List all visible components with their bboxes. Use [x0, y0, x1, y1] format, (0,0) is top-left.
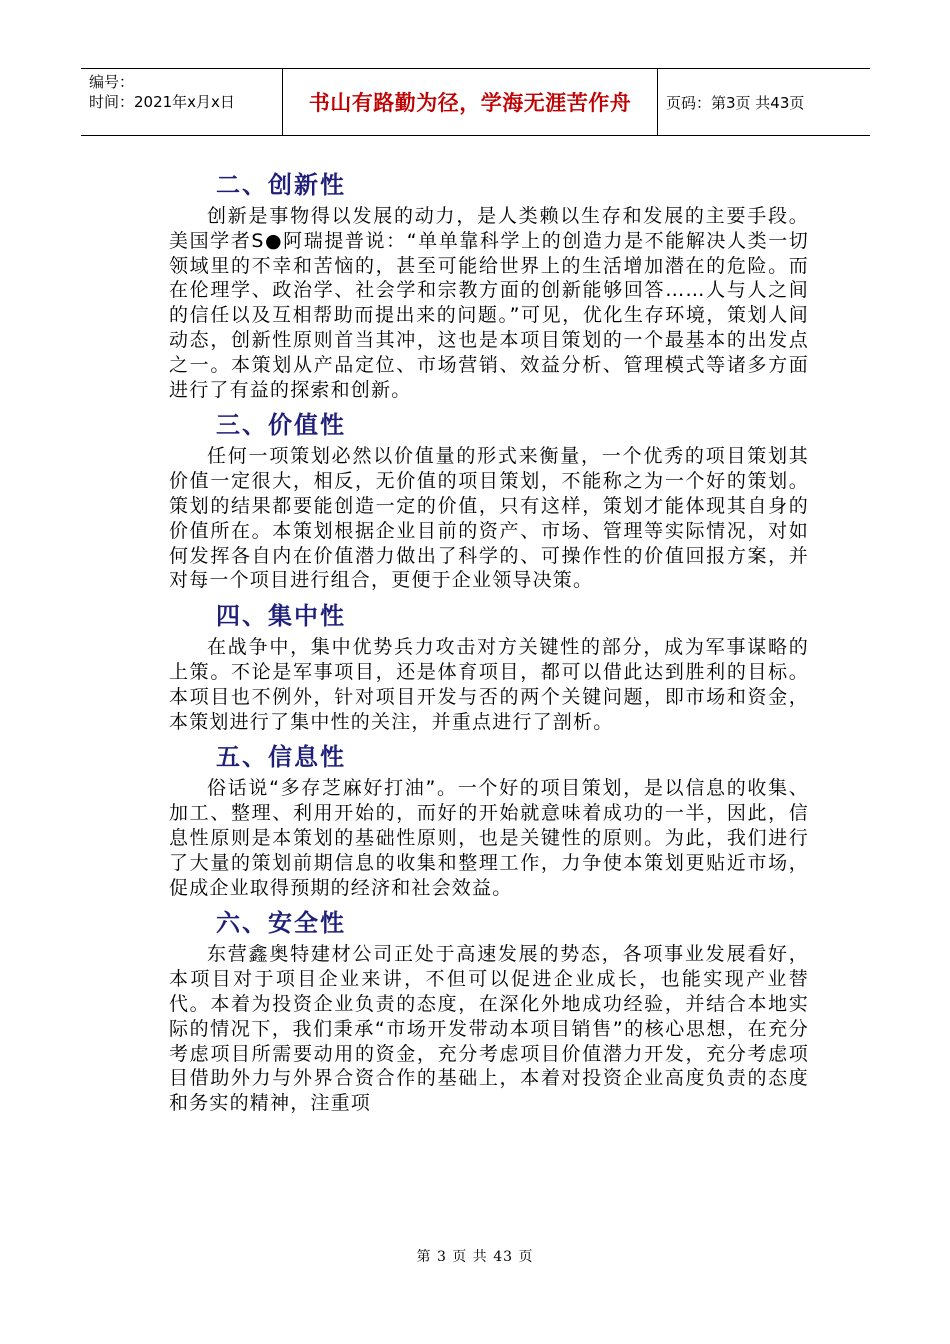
page-footer: 第 3 页 共 43 页 — [416, 1249, 534, 1265]
section-heading-safety: 六、安全性 — [216, 909, 346, 938]
document-body — [169, 166, 809, 1120]
page-header — [81, 68, 870, 136]
section-text-safety: 东营鑫奥特建材公司正处于高速发展的势态，各项事业发展看好，本项目对于项目企业来讲，不但可以促进企业成长，也能实现产业替代。本着为投资企业负责的态度，在深化外地成功经验，并结合本地实际的情况下，我们秉承“市场开发带动本项目销售”的核心思想，在充分考虑项目所需要动用的资金，充分考虑项目价值潜力开发，充分考虑项目借助外力与外界合资合作的基础上，本着对投资企业高度负责的态度和务实的精神，注重项 — [169, 943, 809, 1115]
section-heading-value: 三、价值性 — [216, 411, 346, 440]
header-motto: 书山有路勤为径，学海无涯苦作舟 — [283, 69, 658, 135]
document-date: 时间：2021年x月x日 — [89, 93, 235, 111]
section-text-value: 任何一项策划必然以价值量的形式来衡量，一个优秀的项目策划其价值一定很大，相反，无价值的项目策划，不能称之为一个好的策划。策划的结果都要能创造一定的价值，只有这样，策划才能体现其自身的价值所在。本策划根据企业目前的资产、市场、管理等实际情况，对如何发挥各自内在价值潜力做出了科学的、可操作性的价值回报方案，并对每一个项目进行组合，更便于企业领导决策。 — [169, 445, 809, 592]
section-text-focus: 在战争中，集中优势兵力攻击对方关键性的部分，成为军事谋略的上策。不论是军事项目，还是体育项目，都可以借此达到胜利的目标。本项目也不例外，针对项目开发与否的两个关键问题，即市场和资金，本策划进行了集中性的关注，并重点进行了剖析。 — [169, 636, 809, 733]
section-heading-focus: 四、集中性 — [216, 602, 346, 631]
section-heading-innovation: 二、创新性 — [216, 171, 346, 199]
section-text-information: 俗话说“多存芝麻好打油”。一个好的项目策划，是以信息的收集、加工、整理、利用开始的，而好的开始就意味着成功的一半，因此，信息性原则是本策划的基础性原则，也是关键性的原则。为此，我们进行了大量的策划前期信息的收集和整理工作，力争使本策划更贴近市场，促成企业取得预期的经济和社会效益。 — [169, 777, 809, 899]
header-meta — [81, 69, 283, 135]
header-page-info: 页码：第3页 共43页 — [666, 93, 805, 112]
section-heading-information: 五、信息性 — [216, 743, 346, 772]
section-text-innovation: 创新是事物得以发展的动力，是人类赖以生存和发展的主要手段。美国学者S●阿瑞提普说：“单单靠科学上的创造力是不能解决人类一切领域里的不幸和苦恼的，甚至可能给世界上的生活增加潜在的危险。而在伦理学、政治学、社会学和宗教方面的创新能够回答……人与人之间的信任以及互相帮助而提出来的问题。”可见，优化生存环境，策划人间动态，创新性原则首当其冲，这也是本项目策划的一个最基本的出发点之一。本策划从产品定位、市场营销、效益分析、管理模式等诸多方面进行了有益的探索和创新。 — [169, 205, 809, 401]
document-number-label: 编号： — [89, 73, 135, 91]
